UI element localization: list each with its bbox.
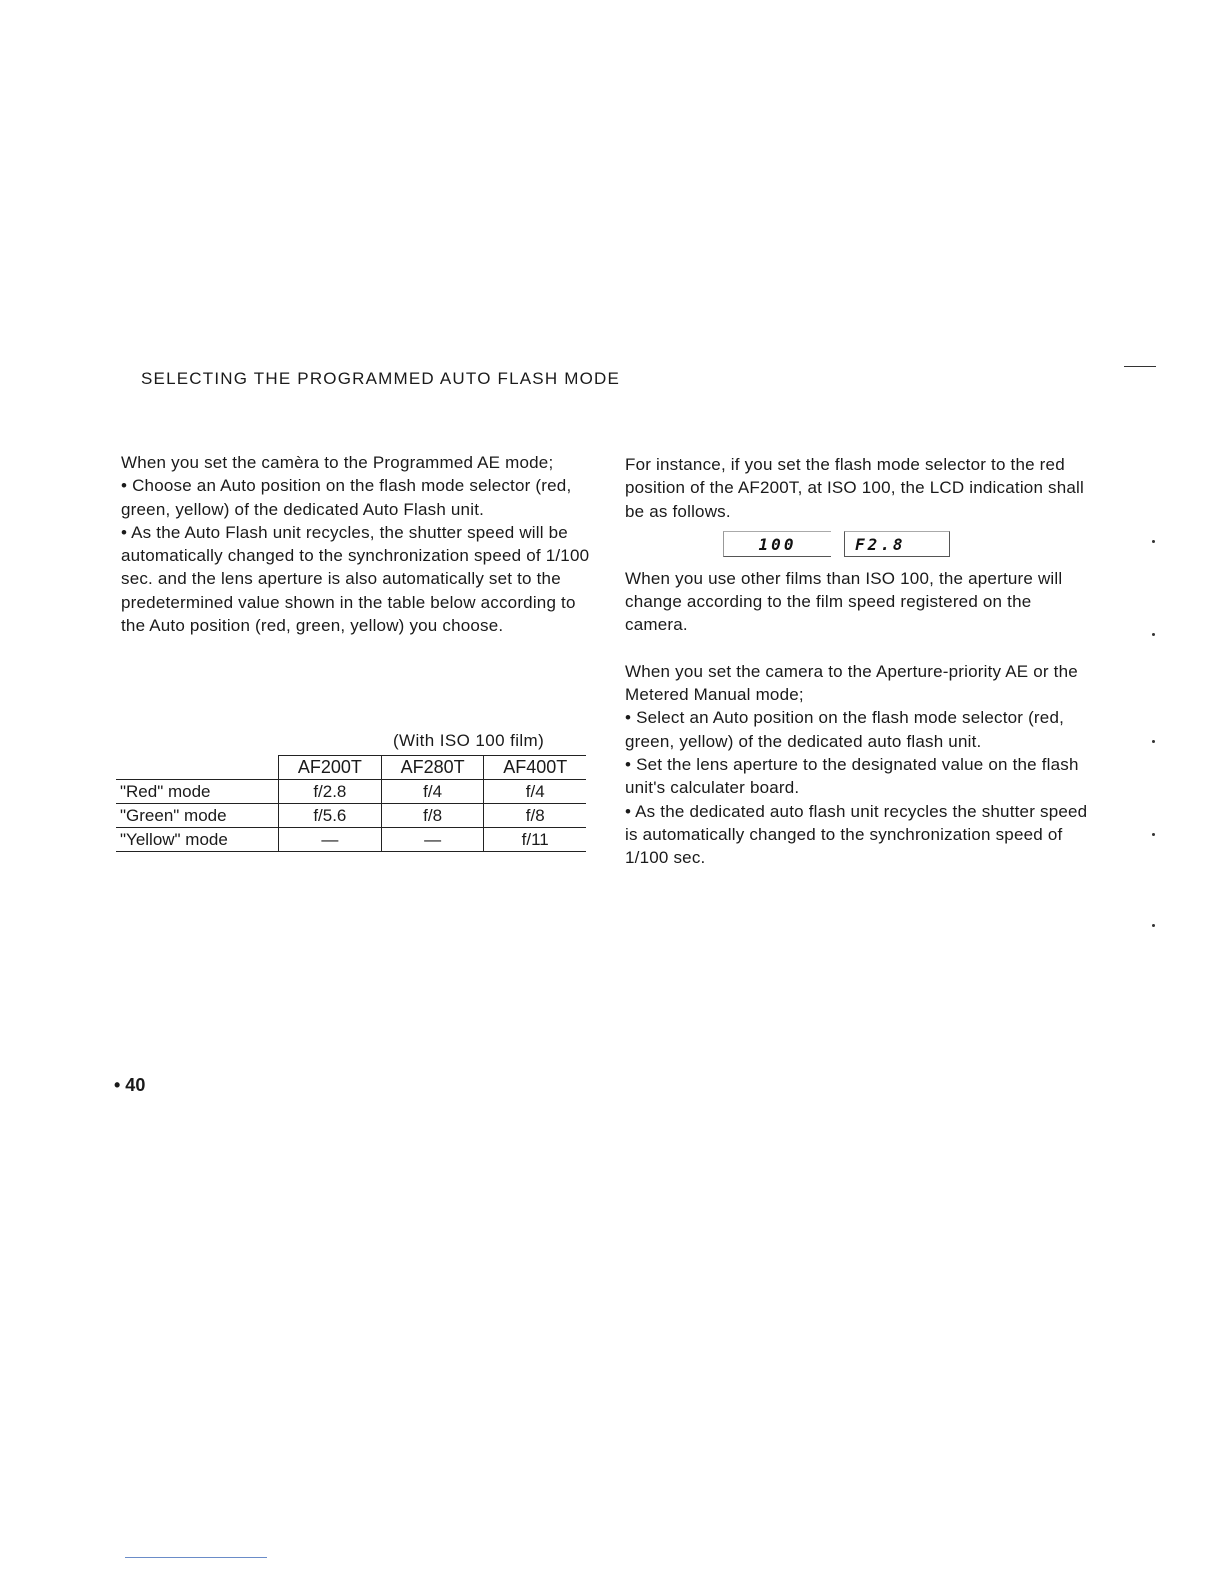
table-cell: — (381, 828, 484, 852)
lcd-shutter-display: 100 (723, 531, 831, 557)
right-paragraph-5: • Set the lens aperture to the designated value on the flash unit's calculater board. (625, 754, 1079, 798)
table-row (116, 780, 586, 804)
aperture-table (116, 755, 586, 852)
table-header-blank (116, 756, 279, 780)
right-column (625, 453, 1095, 869)
right-paragraph-4: • Select an Auto position on the flash mode selector (red, green, yellow) of the dedicated auto flash unit. (625, 708, 1065, 751)
table-header-row (116, 756, 586, 780)
margin-dot (1152, 740, 1155, 743)
right-paragraph-6: • As the dedicated auto flash unit recycles the shutter speed is automatically changed to the synchronization speed of 1/100 sec. (625, 801, 1088, 868)
table-header-af200t: AF200T (279, 756, 382, 780)
table-cell: "Red" mode (116, 780, 279, 804)
right-paragraph-1: For instance, if you set the flash mode selector to the red position of the AF200T, at ISO 100, the LCD indication shall be as follows. (625, 455, 1084, 521)
table-cell: f/4 (484, 780, 586, 804)
table-cell: f/8 (381, 804, 484, 828)
table-row (116, 804, 586, 828)
page-title: SELECTING THE PROGRAMMED AUTO FLASH MODE (141, 369, 621, 388)
table-note: (With ISO 100 film) (393, 731, 545, 750)
right-paragraph-2: When you use other films than ISO 100, the aperture will change according to the film speed registered on the camera. (625, 568, 1063, 635)
lcd-aperture-display: F2.8 (844, 531, 950, 557)
table-cell: f/5.6 (279, 804, 382, 828)
bottom-rule (125, 1557, 267, 1558)
corner-dash (1124, 366, 1156, 367)
margin-dot (1152, 540, 1155, 543)
table-cell: f/4 (381, 780, 484, 804)
left-paragraph-1: When you set the camèra to the Programmed AE mode; (121, 453, 554, 472)
margin-dot (1152, 633, 1155, 636)
left-column (121, 451, 601, 637)
margin-dot (1152, 924, 1155, 927)
table-header-af280t: AF280T (381, 756, 484, 780)
table-row (116, 828, 586, 852)
table-cell: "Green" mode (116, 804, 279, 828)
left-paragraph-2: • Choose an Auto position on the flash mode selector (red, green, yellow) of the dedicated Auto Flash unit. (121, 476, 572, 519)
table-cell: — (279, 828, 382, 852)
table-cell: f/11 (484, 828, 586, 852)
table-cell: "Yellow" mode (116, 828, 279, 852)
paragraph-gap (625, 637, 1095, 660)
table-cell: f/2.8 (279, 780, 382, 804)
table-header-af400t: AF400T (484, 756, 586, 780)
page-number: • 40 (114, 1075, 146, 1095)
table-cell: f/8 (484, 804, 586, 828)
left-paragraph-3: • As the Auto Flash unit recycles, the shutter speed will be automatically changed to the synchronization speed of 1/100 sec. and the lens aperture is also automatically set to the predetermined value shown in the table below according to the Auto position (red, green, yellow) you choose. (121, 522, 590, 636)
margin-dot (1152, 833, 1155, 836)
right-paragraph-3: When you set the camera to the Aperture-priority AE or the Metered Manual mode; (625, 661, 1078, 705)
